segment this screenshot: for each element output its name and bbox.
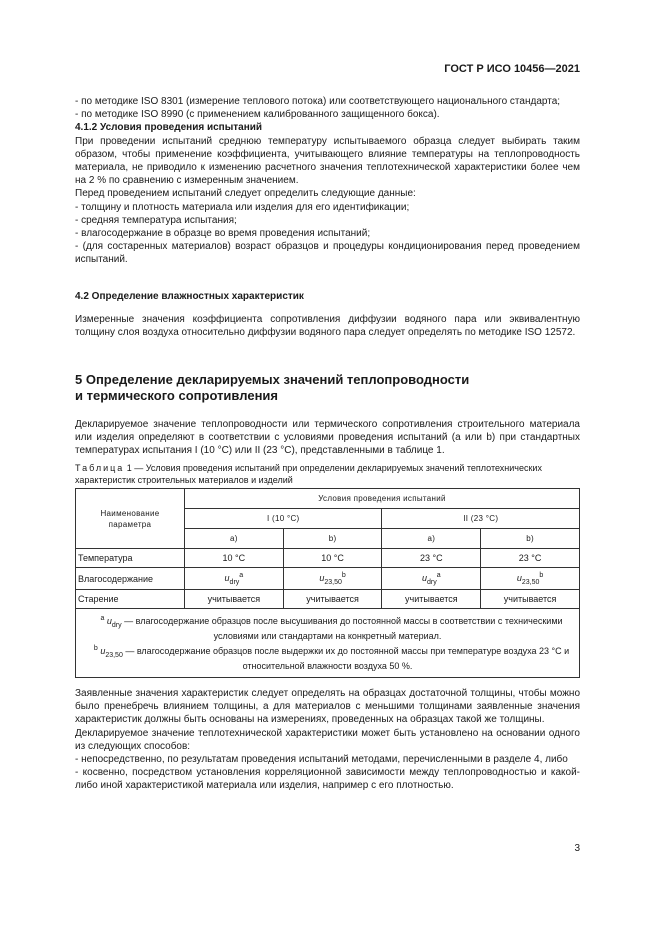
- table-cell: 10 °C: [185, 549, 284, 568]
- list-item-moisture: - влагосодержание в образце во время проведения испытаний;: [75, 228, 371, 240]
- table-cell: $u_{dry}^a$: [382, 568, 481, 590]
- section-42: [75, 290, 580, 340]
- section-42-para: Измеренные значения коэффициента сопротивления диффузии водяного пара или эквивалентную толщину слоя воздуха относительно диффузии водяного пара следует определять по методике ISO 12572.: [75, 314, 580, 339]
- table-cell: учитывается: [185, 590, 284, 609]
- section-412-para1: При проведении испытаний среднюю температуру испытываемого образца следует выбирать таким образом, чтобы применение коэффициента, учитывающего влияние температуры на теплопроводность материала, не приводило к изменению расчетного значения теплотехнической характеристики более чем на 2 % по сравнению с измеренным значением.: [75, 135, 580, 187]
- section-5-para: Декларируемое значение теплопроводности или термического сопротивления строительного материала или изделия определяют в соответствии с условиями проведения испытаний (а или b) при стандартных температурах испытания I (10 °C) или II (23 °C), представленными в таблице 1.: [75, 419, 580, 457]
- subhead-cell: a): [382, 529, 481, 549]
- list-item-thickness: - толщину и плотность материала или изделия для его идентификации;: [75, 201, 410, 213]
- table-row: [76, 549, 580, 568]
- table-caption-text: 1 — Условия проведения испытаний при определении декларируемых значений теплотехнических характеристик строительных материалов и изделий: [75, 463, 542, 485]
- row-label: Температура: [76, 549, 185, 568]
- para-declared-value: Декларируемое значение теплотехнической характеристики может быть установлено на основании одного из следующих способов:: [75, 727, 580, 752]
- intro-section: [75, 95, 580, 267]
- row-label: Влагосодержание: [76, 568, 185, 590]
- document-id-header: ГОСТ Р ИСО 10456—2021: [444, 63, 580, 75]
- list-item-aging: - (для состаренных материалов) возраст образцов и процедуры кондиционирования перед проведением испытаний.: [75, 241, 580, 266]
- table-caption: [75, 463, 580, 486]
- subhead-cell: a): [185, 529, 284, 549]
- section-5-heading-line2: и термического сопротивления: [75, 388, 278, 403]
- method-direct: - непосредственно, по результатам проведения испытаний методами, перечисленными в разделе 4, либо: [75, 754, 568, 766]
- table-cell: 23 °C: [382, 549, 481, 568]
- page-number: 3: [574, 843, 580, 854]
- table-cell: 10 °C: [283, 549, 382, 568]
- section-42-heading: 4.2 Определение влажностных характеристик: [75, 291, 304, 302]
- table-cell: $u_{23,50}^b$: [283, 568, 382, 590]
- para-thickness: Заявленные значения характеристик следует определять на образцах достаточной толщины, чтобы можно было пренебречь влиянием толщины, а для материалов с меньшими толщинами заявленные значения характеристик должны быть основаны на измерениях, проведенных на образцах такой же толщины.: [75, 688, 580, 726]
- table-caption-word: Таблица: [75, 463, 125, 473]
- note-a: $^a$ $u_{dry}$ — влагосодержание образцов после высушивания до постоянной массы в соответствии с техническими условиями или стандартами на конкретный материал.: [100, 615, 563, 642]
- after-table-section: [75, 687, 580, 793]
- table-1-block: [75, 463, 580, 678]
- conditions-table: [75, 488, 580, 678]
- iso8990-item: - по методике ISO 8990 (с применением калиброванного защищенного бокса).: [75, 109, 440, 121]
- conditions-header-cell: Условия проведения испытаний: [185, 489, 580, 509]
- section-5-heading-line1: 5 Определение декларируемых значений теплопроводности: [75, 372, 470, 387]
- method-indirect: - косвенно, посредством установления корреляционной зависимости между теплопроводностью и какой-либо иной характеристикой материала или изделия, например с его плотностью.: [75, 767, 580, 792]
- note-b: $^b$ $u_{23,50}$ — влагосодержание образцов после выдержки их до постоянной массы при температуре воздуха 23 °C и относительной влажности воздуха 50 %.: [93, 644, 570, 672]
- table-row: [76, 590, 580, 609]
- section-412-heading: 4.1.2 Условия проведения испытаний: [75, 122, 263, 134]
- table-cell: учитывается: [283, 590, 382, 609]
- group-1-header: I (10 °C): [185, 509, 382, 529]
- list-item-temperature: - средняя температура испытания;: [75, 214, 237, 226]
- iso8301-item: - по методике ISO 8301 (измерение теплового потока) или соответствующего национального стандарта;: [75, 96, 561, 107]
- group-2-header: II (23 °C): [382, 509, 580, 529]
- table-row: [76, 568, 580, 590]
- table-cell: $u_{23,50}^b$: [481, 568, 580, 590]
- row-label: Старение: [76, 590, 185, 609]
- section-412-para2: Перед проведением испытаний следует определить следующие данные:: [75, 188, 416, 200]
- table-cell: $u_{dry}^a$: [185, 568, 284, 590]
- table-cell: 23 °C: [481, 549, 580, 568]
- subhead-cell: b): [283, 529, 382, 549]
- table-notes: [76, 609, 580, 678]
- section-5: [75, 372, 580, 458]
- param-header-cell: Наименование параметра: [76, 489, 185, 549]
- subhead-cell: b): [481, 529, 580, 549]
- table-cell: учитывается: [382, 590, 481, 609]
- table-cell: учитывается: [481, 590, 580, 609]
